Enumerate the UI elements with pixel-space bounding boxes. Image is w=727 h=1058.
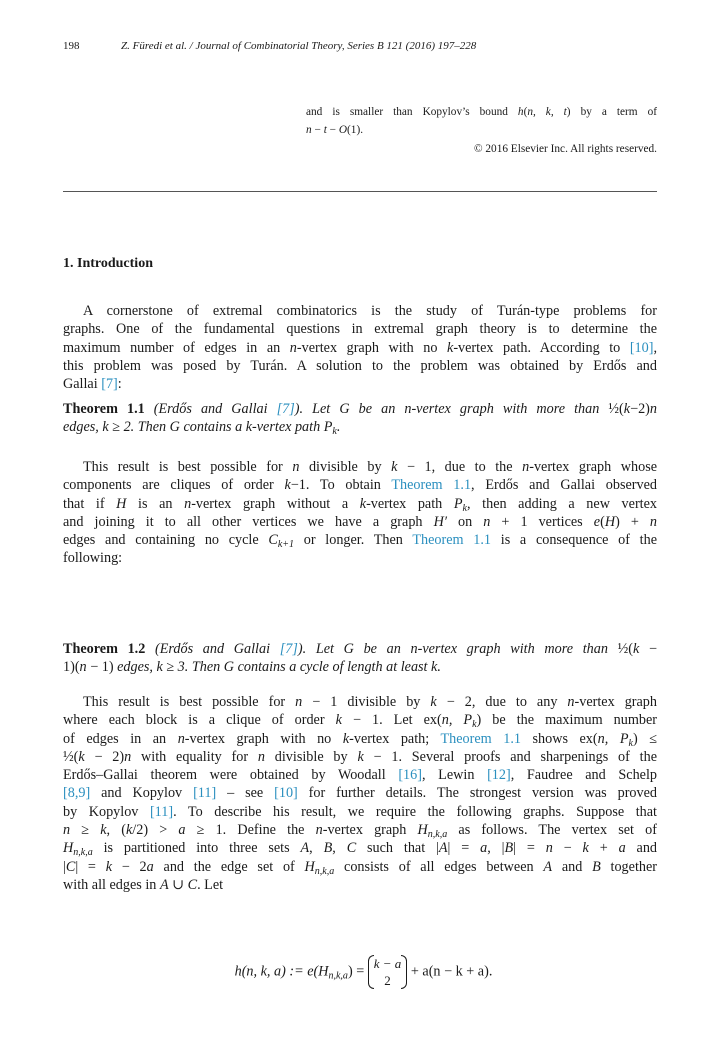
citation-link[interactable]: [11] — [149, 803, 174, 820]
text-run: on — [446, 513, 484, 530]
theorem-label: Theorem 1.1 — [63, 401, 145, 417]
text-run: k — [359, 495, 367, 512]
text-run: -vertex path; — [349, 730, 441, 747]
text-run: where each block is a clique of order — [63, 712, 336, 729]
citation-link[interactable]: [8,9] — [63, 785, 91, 802]
theorem-label: Theorem 1.2 — [63, 641, 146, 657]
text-run: with equality for — [131, 748, 258, 765]
text-line — [63, 730, 657, 748]
paragraph — [63, 458, 657, 568]
text-run: k — [105, 858, 113, 875]
text-run: a — [146, 858, 154, 875]
citation-link[interactable]: [7] — [101, 376, 118, 393]
text-run: k — [462, 502, 467, 514]
text-run: . — [336, 419, 341, 436]
text-run: P — [453, 495, 463, 512]
text-run: H — [63, 840, 74, 857]
binomial — [368, 955, 408, 989]
text-run: − 2 — [112, 858, 147, 875]
text-run: -vertex graph — [322, 822, 418, 839]
text-run: with all edges in — [63, 876, 160, 893]
text-run: n — [63, 822, 71, 839]
text-run: − 1) — [86, 659, 118, 676]
text-run: divisible by — [264, 748, 358, 765]
text-run: e — [593, 513, 601, 530]
text-run: ). Let G be an n-vertex graph with more than — [297, 641, 618, 657]
section-heading: 1. Introduction — [63, 256, 153, 271]
text-run: by Kopylov — [63, 803, 150, 820]
text-run: ∪ — [168, 876, 188, 893]
text-line — [63, 418, 657, 436]
text-line — [63, 357, 657, 375]
text-run: k — [342, 730, 350, 747]
text-run: k — [472, 719, 477, 731]
text-line — [63, 858, 657, 876]
text-run: Erdős–Gallai theorem were obtained by Woodall — [63, 767, 399, 784]
text-run: ≥ — [70, 822, 101, 839]
text-line — [63, 549, 657, 567]
copyright: © 2016 Elsevier Inc. All rights reserved. — [473, 142, 657, 155]
text-run: shows ex( — [520, 730, 598, 747]
text-run: and — [625, 840, 658, 857]
text-run: n — [295, 694, 303, 710]
text-run: C — [346, 840, 357, 857]
text-run: ). Let G be an n-vertex graph with more than — [294, 401, 609, 417]
text-run: edges, k ≥ 2. Then G contains a k-vertex path P — [63, 419, 333, 436]
text-run: -vertex graph without a — [191, 495, 360, 512]
text-line — [63, 766, 657, 784]
text-run: n — [124, 748, 132, 765]
formula-rhs: + a(n − k + a). — [407, 963, 493, 980]
divider — [63, 191, 657, 192]
text-run: A cornerstone of extremal combinatorics is the study of Turán-type problems for — [83, 303, 657, 319]
text-run: − — [326, 124, 339, 137]
text-run: is a consequence of the — [491, 532, 657, 549]
text-run: of edges in an — [63, 730, 178, 747]
text-run: following: — [63, 550, 123, 567]
text-line — [306, 122, 657, 140]
text-run: k — [125, 822, 133, 839]
text-run: : — [117, 376, 122, 393]
binomial-bottom: 2 — [384, 973, 391, 988]
text-line — [63, 876, 657, 894]
text-run: | = — [513, 840, 546, 857]
text-run: or longer. Then — [294, 532, 413, 549]
text-run: − — [311, 124, 324, 137]
text-line — [63, 784, 657, 802]
text-run: ( — [600, 513, 605, 530]
text-run: − — [639, 641, 657, 657]
text-run: A — [438, 840, 448, 857]
text-run: ) + — [615, 513, 650, 530]
binomial-top: k − a — [373, 956, 402, 971]
citation-link[interactable]: [10] — [274, 785, 298, 802]
text-run: , then adding a new vertex — [467, 495, 658, 512]
text-line — [306, 104, 657, 122]
text-run: . Let — [197, 876, 224, 893]
text-run: − 1. Let ex( — [341, 712, 442, 729]
text-run: and joining it to all other vertices we have a graph — [63, 513, 434, 530]
text-run: k — [628, 737, 633, 749]
text-run: n — [649, 401, 657, 417]
abstract-lines — [306, 104, 657, 141]
text-run: ≥ 1. Define the — [185, 822, 316, 839]
text-run: 1)( — [63, 659, 80, 676]
text-run: this problem was posed by Turán. A solution to the problem was obtained by Erdős and — [63, 357, 657, 374]
text-run: maximum number of edges in an — [63, 339, 290, 356]
text-line — [63, 531, 657, 549]
text-run: k — [357, 748, 364, 765]
text-run: consists of all edges between — [334, 858, 544, 875]
text-run: n — [184, 495, 192, 512]
formula-mid: ) = — [347, 963, 368, 980]
text-run: −2) — [630, 401, 650, 417]
text-run: and the edge set of — [153, 858, 305, 875]
text-run: n — [177, 730, 185, 747]
text-run: -vertex path. According to — [453, 339, 630, 356]
text-run: -vertex graph — [574, 694, 657, 710]
text-run: -vertex graph with no — [296, 339, 447, 356]
text-run: | = — [447, 840, 481, 857]
text-run: k — [582, 840, 589, 857]
text-run: as follows. The vertex set of — [447, 822, 657, 839]
text-run: B — [592, 858, 601, 875]
text-run: t — [323, 124, 327, 137]
text-run: − 1. Several proofs and sharpenings of the — [363, 748, 657, 765]
text-line — [63, 658, 657, 676]
text-run: , ( — [106, 822, 126, 839]
text-run: ( — [523, 106, 528, 118]
text-run: , — [332, 840, 347, 857]
theorem — [63, 400, 657, 437]
text-run: , — [653, 339, 658, 356]
text-run: ) by a term of — [566, 106, 658, 118]
text-run: -vertex graph whose — [529, 459, 658, 475]
text-run: This result is best possible for — [83, 459, 293, 475]
text-run: a — [618, 840, 626, 857]
text-run: k — [335, 712, 342, 729]
text-line — [63, 400, 657, 418]
text-run: -vertex graph with no — [184, 730, 343, 747]
text-line — [63, 458, 657, 476]
text-run: graphs. One of the fundamental questions in extremal graph theory is to determine the — [63, 321, 657, 338]
abstract-tail — [306, 104, 657, 157]
text-run: O — [338, 124, 348, 137]
text-run: ) ≤ — [632, 730, 657, 747]
text-line — [63, 711, 657, 729]
text-run: H — [304, 858, 315, 875]
text-line — [63, 513, 657, 531]
text-run: n,k,a — [314, 865, 335, 877]
text-run: B — [323, 840, 333, 857]
text-run: n — [483, 513, 491, 530]
page-number: 198 — [63, 40, 80, 52]
text-run: B — [504, 840, 514, 857]
text-run: | = — [75, 858, 106, 875]
text-run: a — [178, 822, 186, 839]
text-run: n, P — [597, 730, 629, 747]
text-run: k — [284, 477, 291, 494]
journal-citation: Z. Füredi et al. / Journal of Combinatorial Theory, Series B 121 (2016) 197–228 — [121, 40, 477, 52]
text-line — [63, 302, 657, 320]
citation-link[interactable]: Theorem 1.1 — [412, 532, 492, 549]
text-run: − 2) — [84, 748, 125, 765]
text-run: together — [600, 858, 658, 875]
text-run: C — [187, 876, 198, 893]
citation-link[interactable]: [7] — [276, 401, 295, 417]
text-run: n — [567, 694, 575, 710]
text-run: − 1, due to the — [397, 459, 523, 475]
text-run: k — [391, 459, 398, 475]
running-header — [63, 40, 476, 52]
text-line — [63, 821, 657, 839]
text-run: (Erdős and Gallai — [144, 401, 277, 417]
text-run: n — [79, 659, 87, 676]
citation-link[interactable]: [11] — [193, 785, 217, 802]
text-run: edges and containing no cycle — [63, 532, 269, 549]
text-run: n — [257, 748, 265, 765]
text-run: for further details. The strongest version was proved — [297, 785, 657, 802]
text-run: is partitioned into three sets — [92, 840, 301, 857]
text-run: (Erdős and Gallai — [145, 641, 280, 657]
text-run: n — [545, 840, 553, 857]
text-line — [63, 693, 657, 711]
text-run: is an — [126, 495, 185, 512]
text-run: ½( — [608, 401, 624, 417]
text-line — [63, 339, 657, 357]
text-run: h — [517, 106, 524, 118]
text-run: , Lewin — [421, 767, 488, 784]
text-run: , Faudree and Schelp — [510, 767, 658, 784]
text-run: n — [522, 459, 530, 475]
text-run: /2) > — [132, 822, 179, 839]
text-run: n,k,a — [73, 847, 93, 859]
text-run: k — [78, 748, 85, 765]
text-run: a — [480, 840, 488, 857]
text-run: , Erdős and Gallai observed — [471, 477, 657, 494]
text-line — [63, 748, 657, 766]
text-run: components are cliques of order — [63, 477, 285, 494]
text-run: k+1 — [277, 539, 295, 551]
text-run: and — [552, 858, 593, 875]
text-run: Gallai — [63, 376, 102, 393]
formula-lhs: h(n, k, a) := e(H — [234, 963, 329, 980]
text-line — [63, 375, 657, 393]
text-run: k — [332, 426, 337, 438]
text-run: − 2, due to any — [436, 694, 568, 710]
text-run: A — [543, 858, 553, 875]
text-run: n — [649, 513, 657, 530]
citation-link[interactable]: Theorem 1.1 — [391, 477, 472, 494]
display-formula — [0, 955, 727, 989]
citation-link[interactable]: Theorem 1.1 — [440, 730, 521, 747]
formula-subscript: n,k,a — [328, 970, 348, 982]
text-line — [63, 320, 657, 338]
text-run: − 1 divisible by — [302, 694, 431, 710]
text-run: , | — [487, 840, 505, 857]
text-run: H — [604, 513, 616, 530]
text-run: . To describe his result, we require the following graphs. Suppose that — [173, 803, 658, 820]
citation-link[interactable]: [12] — [487, 767, 511, 784]
text-run: -vertex path — [366, 495, 454, 512]
theorem — [63, 640, 657, 677]
text-run: H — [417, 822, 428, 839]
text-run: k — [447, 339, 454, 356]
text-run: k — [632, 641, 640, 657]
text-run: such that | — [356, 840, 439, 857]
text-run: n — [315, 822, 323, 839]
text-run: This result is best possible for — [83, 694, 296, 710]
text-run: and is smaller than Kopylov’s bound — [306, 106, 518, 118]
text-run: −1. To obtain — [290, 477, 392, 494]
text-run: + 1 vertices — [490, 513, 594, 530]
text-run: and Kopylov — [90, 785, 194, 802]
text-run: k — [100, 822, 107, 839]
text-run: edges, k ≥ 3. Then G contains a cycle of length at least k. — [117, 659, 441, 676]
text-run: n, P — [441, 712, 473, 729]
text-run: A — [300, 840, 310, 857]
paragraph — [63, 693, 657, 894]
text-run: n,k,a — [427, 829, 448, 841]
text-run: A — [159, 876, 169, 893]
text-line — [63, 839, 657, 857]
text-run: | — [63, 858, 66, 875]
text-run: ) be the maximum number — [476, 712, 658, 729]
text-run: divisible by — [299, 459, 392, 475]
text-run: − — [552, 840, 583, 857]
citation-link[interactable]: [16] — [398, 767, 422, 784]
text-run: k — [430, 694, 437, 710]
paragraph — [63, 302, 657, 393]
text-line — [63, 803, 657, 821]
text-run: H′ — [433, 513, 447, 530]
text-line — [63, 476, 657, 494]
text-run: n — [306, 124, 312, 137]
text-run: , — [309, 840, 324, 857]
text-run: H — [116, 495, 127, 512]
text-line — [63, 495, 657, 513]
text-run: C — [268, 532, 278, 549]
text-line — [63, 640, 657, 658]
text-run: – see — [216, 785, 275, 802]
text-run: (1). — [347, 124, 364, 137]
text-run: n, k, t — [527, 106, 567, 118]
text-run: n — [289, 339, 297, 356]
text-run: ½( — [63, 748, 79, 765]
text-run: ½( — [617, 641, 633, 657]
text-run: C — [65, 858, 76, 875]
text-run: n — [292, 459, 300, 475]
citation-link[interactable]: [10] — [629, 339, 654, 356]
text-run: k — [623, 401, 631, 417]
text-run: that if — [63, 495, 117, 512]
citation-link[interactable]: [7] — [279, 641, 298, 657]
text-run: + — [588, 840, 619, 857]
